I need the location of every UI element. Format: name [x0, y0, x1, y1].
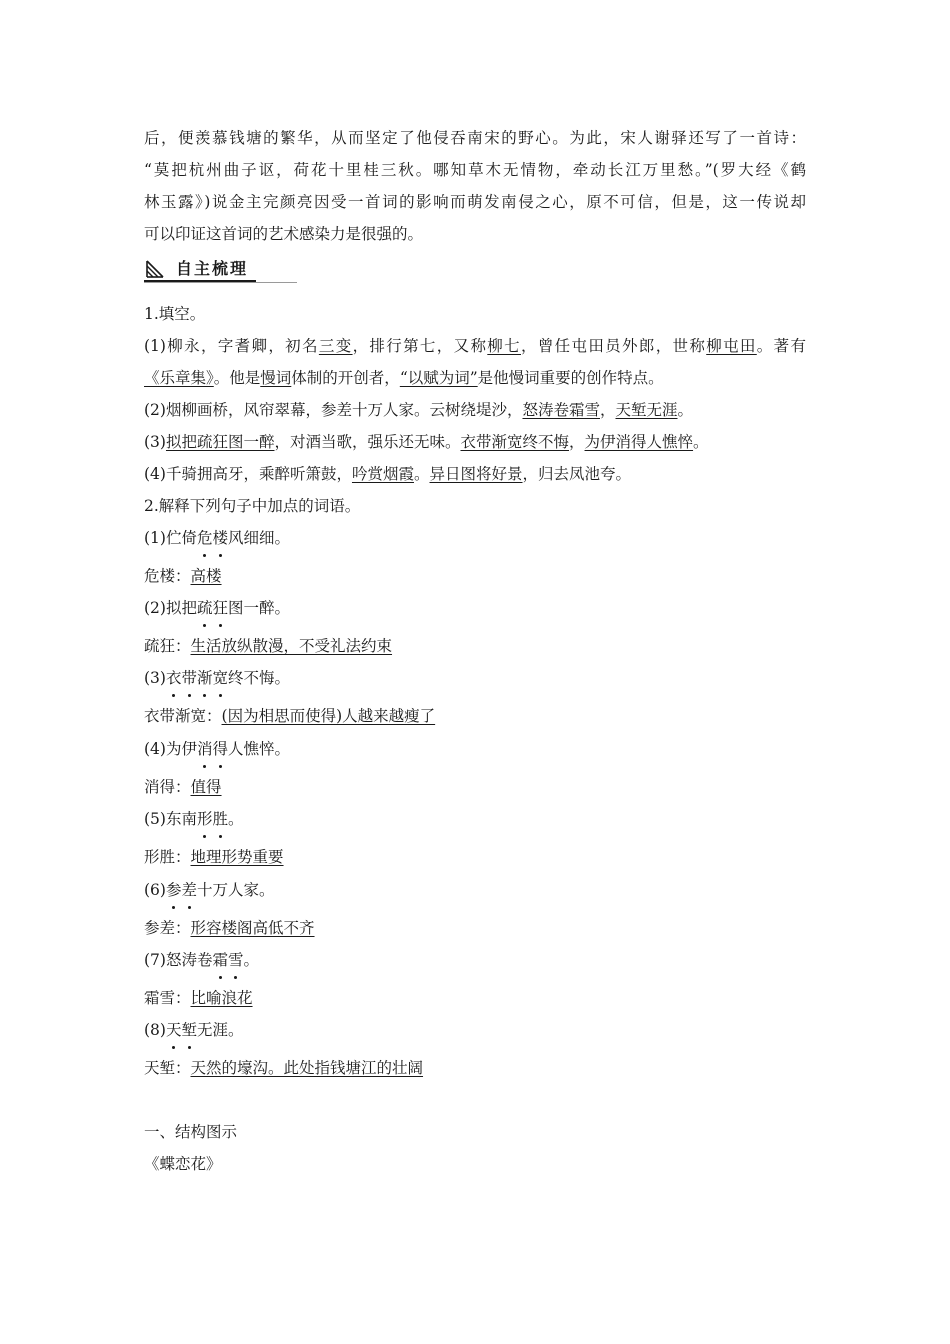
text: 体制的开创者， [291, 369, 400, 387]
dotted-char: 形 [197, 807, 213, 831]
text: 。 [228, 810, 244, 828]
answer: 拟把疏狂图一醉 [165, 433, 275, 451]
answer: 三变 [318, 337, 353, 355]
text: (4)为伊 [144, 740, 197, 758]
q2-sentence [144, 807, 244, 831]
answer: 怒涛卷霜雪 [522, 401, 600, 419]
q2-sentence [144, 526, 290, 550]
text: (1)柳永，字耆卿，初名 [144, 337, 319, 355]
q2-answer-line [144, 986, 253, 1010]
text: 。 [243, 951, 260, 969]
dotted-char: 参 [166, 878, 182, 902]
text: 终不悔。 [228, 669, 291, 687]
text: (3) [144, 669, 166, 687]
text: 。 [677, 401, 694, 419]
q2-answer-line [144, 916, 315, 940]
dotted-char: 得 [212, 737, 228, 761]
answer: 为伊消得人憔悴 [584, 433, 694, 451]
dotted-char: 狂 [212, 596, 228, 620]
answer: 地理形势重要 [190, 848, 284, 866]
text: 。 [693, 433, 709, 451]
text: ，曾任屯田员外郎，世称 [520, 337, 707, 355]
dotted-char: 渐 [197, 666, 213, 690]
q2-sentence [144, 948, 259, 972]
q2-sentence [144, 666, 290, 690]
text: ，归去凤池夸。 [522, 465, 632, 483]
q1-heading: 1.填空。 [144, 305, 206, 323]
text: 。 [413, 465, 430, 483]
q1-item-2 [144, 398, 693, 422]
q2-answer-line [144, 634, 392, 658]
dotted-char: 胜 [212, 807, 228, 831]
answer: 柳七 [487, 337, 521, 355]
q2-answer-line [144, 845, 284, 869]
q1-item-1-cont [144, 366, 664, 390]
q2-sentence [144, 596, 290, 620]
text: ， [569, 433, 585, 451]
text: (2)拟把 [144, 599, 197, 617]
dotted-char: 差 [181, 878, 197, 902]
text: 十万人家。 [197, 881, 275, 899]
text: (4)千骑拥高牙，乘醉听箫鼓， [144, 465, 352, 483]
text: 无涯。 [197, 1021, 244, 1039]
text: (3) [144, 433, 166, 451]
answer: 异日图将好景 [429, 465, 523, 483]
intro-line-3: 林玉露》)说金主完颜亮因受一首词的影响而萌发南侵之心，原不可信，但是，这一传说却 [144, 193, 806, 211]
text: 风细细。 [228, 529, 291, 547]
intro-line-4: 可以印证这首词的艺术感染力是很强的。 [144, 225, 424, 243]
term-label: 天堑： [144, 1059, 191, 1077]
text: (1)伫倚 [144, 529, 197, 547]
q2-sentence [144, 878, 275, 902]
dotted-char: 天 [166, 1018, 182, 1042]
dotted-char: 雪 [228, 948, 244, 972]
term-label: 疏狂： [144, 637, 191, 655]
answer: 慢词 [260, 369, 292, 387]
section-header [144, 258, 297, 284]
q2-sentence [144, 1018, 244, 1042]
term-label: 危楼： [144, 567, 191, 585]
intro-line-2: “莫把杭州曲子讴，荷花十里桂三秋。哪知草木无情物，牵动长江万里愁。”(罗大经《鹤 [144, 161, 806, 179]
q1-item-4 [144, 462, 631, 486]
answer: 《乐章集》 [144, 369, 214, 387]
dotted-char: 堑 [181, 1018, 197, 1042]
answer: 柳屯田 [706, 337, 757, 355]
section-title: 自主梳理 [176, 259, 249, 278]
text: ，排行第七，又称 [352, 337, 488, 355]
text: (2)烟柳画桥，风帘翠幕，参差十万人家。云树绕堤沙， [144, 401, 523, 419]
section-underline [144, 282, 297, 283]
q2-answer-line [144, 775, 222, 799]
answer: 吟赏烟霞 [351, 465, 414, 483]
answer: 形容楼阁高低不齐 [190, 919, 315, 937]
dotted-char: 消 [197, 737, 213, 761]
answer: (因为相思而使得)人越来越瘦了 [221, 707, 436, 725]
answer: 生活放纵散漫，不受礼法约束 [190, 637, 393, 655]
answer: 天然的壕沟。此处指钱塘江的壮阔 [190, 1059, 424, 1077]
text: (5)东南 [144, 810, 197, 828]
term-label: 参差： [144, 919, 191, 937]
dotted-char: 疏 [197, 596, 213, 620]
text: 。他是 [213, 369, 261, 387]
dotted-char: 霜 [212, 948, 228, 972]
structure-title: 《蝶恋花》 [144, 1155, 222, 1173]
q2-heading: 2.解释下列句子中加点的词语。 [144, 497, 361, 515]
answer: “以赋为词” [399, 369, 478, 387]
text: (8) [144, 1021, 166, 1039]
text: 。著有 [756, 337, 806, 355]
q2-sentence [144, 737, 290, 761]
q2-answer-line [144, 564, 222, 588]
answer: 比喻浪花 [190, 989, 253, 1007]
diagonal-stripes-icon [146, 260, 164, 278]
answer: 值得 [190, 778, 222, 796]
dotted-char: 宽 [213, 666, 229, 690]
dotted-char: 危 [197, 526, 213, 550]
answer: 天堑无涯 [615, 401, 678, 419]
term-label: 形胜： [144, 848, 191, 866]
q2-answer-line [144, 704, 435, 728]
intro-line-1: 后，便羡慕钱塘的繁华，从而坚定了他侵吞南宋的野心。为此，宋人谢驿还写了一首诗： [144, 129, 806, 147]
text: (6) [144, 881, 166, 899]
q1-item-3 [144, 430, 709, 454]
text: 是他慢词重要的创作特点。 [477, 369, 664, 387]
term-label: 霜雪： [144, 989, 191, 1007]
term-label: 衣带渐宽： [144, 707, 222, 725]
structure-heading: 一、结构图示 [144, 1123, 238, 1141]
answer: 衣带渐宽终不悔 [460, 433, 570, 451]
term-label: 消得： [144, 778, 191, 796]
text: ， [599, 401, 616, 419]
q2-answer-line [144, 1056, 423, 1080]
text: ，对酒当歌，强乐还无味。 [274, 433, 461, 451]
text: 人憔悴。 [228, 740, 291, 758]
q1-item-1 [144, 334, 806, 358]
dotted-char: 带 [181, 666, 197, 690]
dotted-char: 衣 [166, 666, 182, 690]
text: 图一醉。 [228, 599, 291, 617]
text: (7)怒涛卷 [144, 951, 213, 969]
answer: 高楼 [190, 567, 222, 585]
dotted-char: 楼 [212, 526, 228, 550]
